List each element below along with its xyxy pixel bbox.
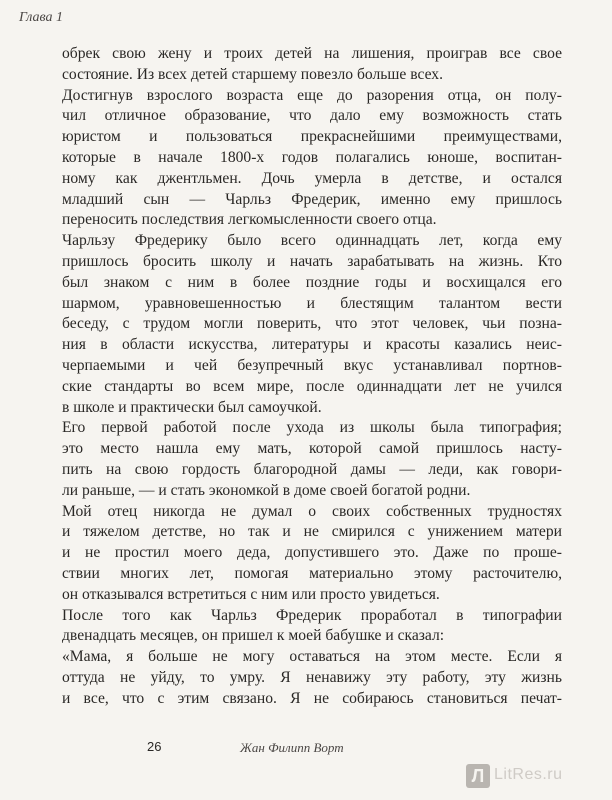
text-line: он отказывался встретиться с ним или просто увидеться. [62,585,440,603]
text-line: Достигнув взрослого возраста еще до разорения отца, он полу- [62,86,562,104]
watermark-text: LitRes.ru [494,766,563,783]
text-line: Чарльзу Фредерику было всего одиннадцать лет, когда ему [62,232,562,250]
text-line: ли раньше, — и стать экономкой в доме своей богатой родни. [62,481,471,499]
text-line: беседу, с трудом могли поверить, что этот человек, чьи позна- [62,315,562,333]
text-line: Мой отец никогда не думал о своих собственных трудностях [62,502,562,520]
text-line: ские стандарты во всем мире, после одиннадцати лет не учился [62,377,562,395]
text-line: «Мама, я больше не могу оставаться на этом месте. Если я [62,648,562,666]
text-line: и все, что с этим связано. Я не собираюсь становиться печат- [62,689,562,707]
text-line: шармом, уравновешенностью и блестящим талантом вести [62,294,562,312]
text-line: Его первой работой после ухода из школы была типография; [62,419,562,437]
page-number: 26 [147,739,162,754]
litres-logo-icon: Л [466,764,490,788]
text-line: ния в области искусства, литературы и красоты казались неис- [62,336,562,354]
text-line: в школе и практически был самоучкой. [62,398,322,416]
text-line: переносить последствия легкомысленности своего отца. [62,211,437,229]
text-line: был знаком с ним в более поздние годы и восхищался его [62,273,562,291]
text-line: двенадцать месяцев, он пришел к моей бабушке и сказал: [62,627,445,645]
text-line: юристом и пользоваться прекраснейшими преимуществами, [62,128,562,146]
text-line: младший сын — Чарльз Фредерик, именно ему пришлось [62,190,562,208]
text-line: пить на свою гордость благородной дамы — леди, как говори- [62,460,562,478]
text-line: пришлось бросить школу и начать зарабатывать на жизнь. Кто [62,252,562,270]
text-line: которые в начале 1800-х годов полагались юноше, воспитан- [62,148,562,166]
text-line: ствии многих лет, помогая материально этому расточителю, [62,564,562,582]
footer-author: Жан Филипп Ворт [240,740,344,755]
body-text [62,44,562,710]
text-line: и тяжелом детстве, но так и не смирился с унижением матери [62,523,562,541]
text-line: оттуда не уйду, то умру. Я ненавижу эту работу, эту жизнь [62,668,562,686]
chapter-header: Глава 1 [19,10,63,25]
text-line: обрек свою жену и троих детей на лишения, проиграв все свое [62,45,562,62]
text-line: чил отличное образование, что дало ему возможность стать [62,107,562,125]
text-line: ному как джентльмен. Дочь умерла в детстве, и остался [62,169,562,187]
text-line: После того как Чарльз Фредерик проработал в типографии [62,606,562,624]
text-line: черпаемыми и чей безупречный вкус устанавливал портнов- [62,356,562,374]
text-line: и не простил моего деда, допустившего это. Даже по проше- [62,544,562,562]
text-line: состояние. Из всех детей старшему повезло больше всех. [62,65,444,83]
text-line: это место нашла ему мать, которой самой пришлось насту- [62,440,562,458]
